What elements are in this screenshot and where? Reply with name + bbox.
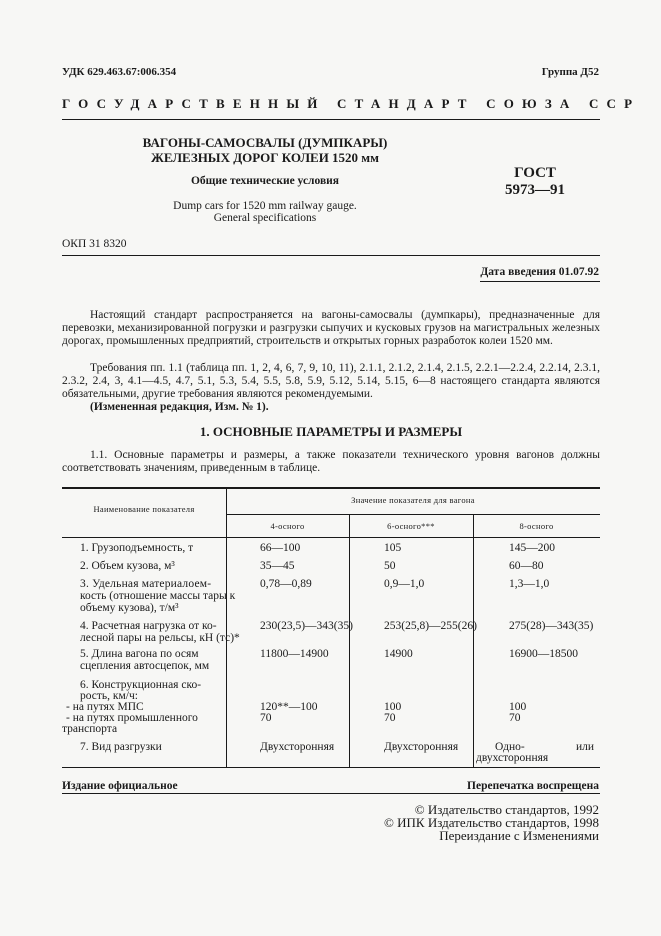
table-header-split-rule: [226, 514, 600, 515]
table-row-1-v1: 66—100: [260, 542, 301, 554]
table-row-3-name-l3: объему кузова), т/м³: [80, 602, 179, 614]
table-row-6-name-l2: рость, км/ч:: [80, 690, 138, 702]
table-row-7-v3c: двухсторонняя: [476, 752, 549, 764]
paragraph-requirements: Требования пп. 1.1 (таблица пп. 1, 2, 4, 6, 7, 9, 10, 11), 2.1.1, 2.1.2, 2.1.4, 2.1.5, 2.2.1—2.2.4, 2.2.14, 2.3.1, 2.3.2, 2.4, 3, 4.1—4.5, 4.7, 5.1, 5.3, 5.4, 5.5, 5.8, 5.9, 5.12, 5.14, 5.15, 6—8 настоящего стандарта являются обязательными, другие требования являются рекомендуемыми.: [62, 362, 600, 400]
table-row-7-name: 7. Вид разгрузки: [80, 741, 162, 753]
state-standard-title: ГОСУДАРСТВЕННЫЙ СТАНДАРТ СОЮЗА ССР: [62, 96, 641, 111]
gost-number: 5973—91: [505, 182, 565, 198]
table-row-3-name-l2: кость (отношение массы тары к: [80, 590, 236, 602]
table-row-7-v3a: Одно-: [495, 741, 525, 753]
table-row-5-v3: 16900—18500: [509, 648, 578, 660]
group-code: Группа Д52: [541, 66, 599, 78]
udk-code: УДК 629.463.67:006.354: [62, 66, 177, 78]
paragraph-1-1: 1.1. Основные параметры и размеры, а также показатели технического уровня вагонов должны соответствовать значениям, приведенным в таблице.: [62, 449, 600, 474]
table-row-3-v3: 1,3—1,0: [509, 578, 550, 590]
copyright-2: © ИПК Издательство стандартов, 1998: [384, 815, 599, 830]
intro-date: Дата введения 01.07.92: [480, 266, 599, 278]
table-row-2-name: 2. Объем кузова, м³: [80, 560, 175, 572]
okp-rule: [62, 255, 600, 256]
table-row-5-v1: 11800—14900: [260, 648, 329, 660]
table-row-2-v1: 35—45: [260, 560, 295, 572]
table-row-4-name-l2: лесной пары на рельсы, кН (тс)*: [80, 632, 240, 644]
table-row-7-v1: Двухсторонняя: [260, 741, 335, 753]
table-row-6-name-l1: 6. Конструкционная ско-: [80, 679, 202, 691]
english-title-line2: General specifications: [213, 212, 317, 224]
doc-title-line2: ЖЕЛЕЗНЫХ ДОРОГ КОЛЕИ 1520 мм: [150, 150, 380, 165]
intro-date-rule: [480, 281, 600, 282]
table-vline-3: [473, 514, 474, 767]
table-top-rule: [62, 487, 600, 489]
table-row-6-v3b: 70: [509, 712, 521, 724]
table-row-4-name-l1: 4. Расчетная нагрузка от ко-: [80, 620, 217, 632]
table-row-6-v2b: 70: [384, 712, 396, 724]
table-col-8axle: 8-осного: [519, 521, 554, 531]
copyright-1: © Издательство стандартов, 1992: [414, 802, 599, 817]
table-row-4-v2: 253(25,8)—255(26): [384, 620, 477, 632]
table-row-1-v2: 105: [384, 542, 402, 554]
table-row-6-name-l3: - на путях МПС: [66, 701, 144, 713]
paragraph-scope: Настоящий стандарт распространяется на вагоны-самосвалы (думпкары), предназначенные для перевозки, механизированной погрузки и разгрузки сыпучих и кусковых грузов на магистральных железных дорогах, промышленных предприятий, строительств и открытых горных разработок колеи 1520 мм.: [62, 309, 600, 347]
table-row-5-name-l2: сцепления автосцепок, мм: [80, 660, 210, 672]
table-row-3-name-l1: 3. Удельная материалоем-: [80, 578, 212, 590]
table-row-4-v3: 275(28)—343(35): [509, 620, 594, 632]
reissue-note: Переиздание с Изменениями: [439, 828, 599, 843]
table-row-7-v2: Двухсторонняя: [384, 741, 459, 753]
table-row-3-v2: 0,9—1,0: [384, 578, 425, 590]
reprint-forbidden: Перепечатка воспрещена: [467, 780, 599, 792]
gost-label: ГОСТ: [514, 165, 556, 181]
table-row-4-v1: 230(23,5)—343(35): [260, 620, 353, 632]
table-row-1-v3: 145—200: [509, 542, 555, 554]
table-row-6-v2a: 100: [384, 701, 402, 713]
table-row-6-v1b: 70: [260, 712, 272, 724]
table-row-6-v3a: 100: [509, 701, 527, 713]
table-header-bottom-rule: [62, 537, 600, 538]
table-row-6-name-l4: - на путях промышленного: [66, 712, 198, 724]
table-col-4axle: 4-осного: [270, 521, 305, 531]
doc-subtitle: Общие технические условия: [190, 175, 340, 187]
table-row-6-name-l5: транспорта: [62, 723, 118, 735]
table-row-5-v2: 14900: [384, 648, 413, 660]
table-vline-2: [349, 514, 350, 767]
table-row-3-v1: 0,78—0,89: [260, 578, 312, 590]
table-row-5-name-l1: 5. Длина вагона по осям: [80, 648, 199, 660]
table-header-name: Наименование показателя: [93, 504, 195, 514]
table-row-7-v3b: или: [576, 741, 595, 753]
official-edition: Издание официальное: [62, 780, 178, 792]
table-header-value: Значение показателя для вагона: [351, 495, 475, 505]
footer-rule: [62, 793, 600, 794]
table-row-2-v2: 50: [384, 560, 396, 572]
table-row-6-v1a: 120**—100: [260, 701, 318, 713]
table-col-6axle: 6-осного***: [387, 521, 435, 531]
section-title: 1. ОСНОВНЫЕ ПАРАМЕТРЫ И РАЗМЕРЫ: [199, 424, 463, 439]
english-title-line1: Dump cars for 1520 mm railway gauge.: [173, 200, 357, 212]
header-rule: [62, 119, 600, 120]
table-bottom-rule: [62, 767, 600, 768]
table-row-2-v3: 60—80: [509, 560, 544, 572]
doc-title-line1: ВАГОНЫ-САМОСВАЛЫ (ДУМПКАРЫ): [142, 135, 388, 150]
okp-code: ОКП 31 8320: [62, 238, 127, 250]
table-row-1-name: 1. Грузоподъемность, т: [80, 542, 194, 554]
amendment-note: (Измененная редакция, Изм. № 1).: [90, 401, 269, 413]
